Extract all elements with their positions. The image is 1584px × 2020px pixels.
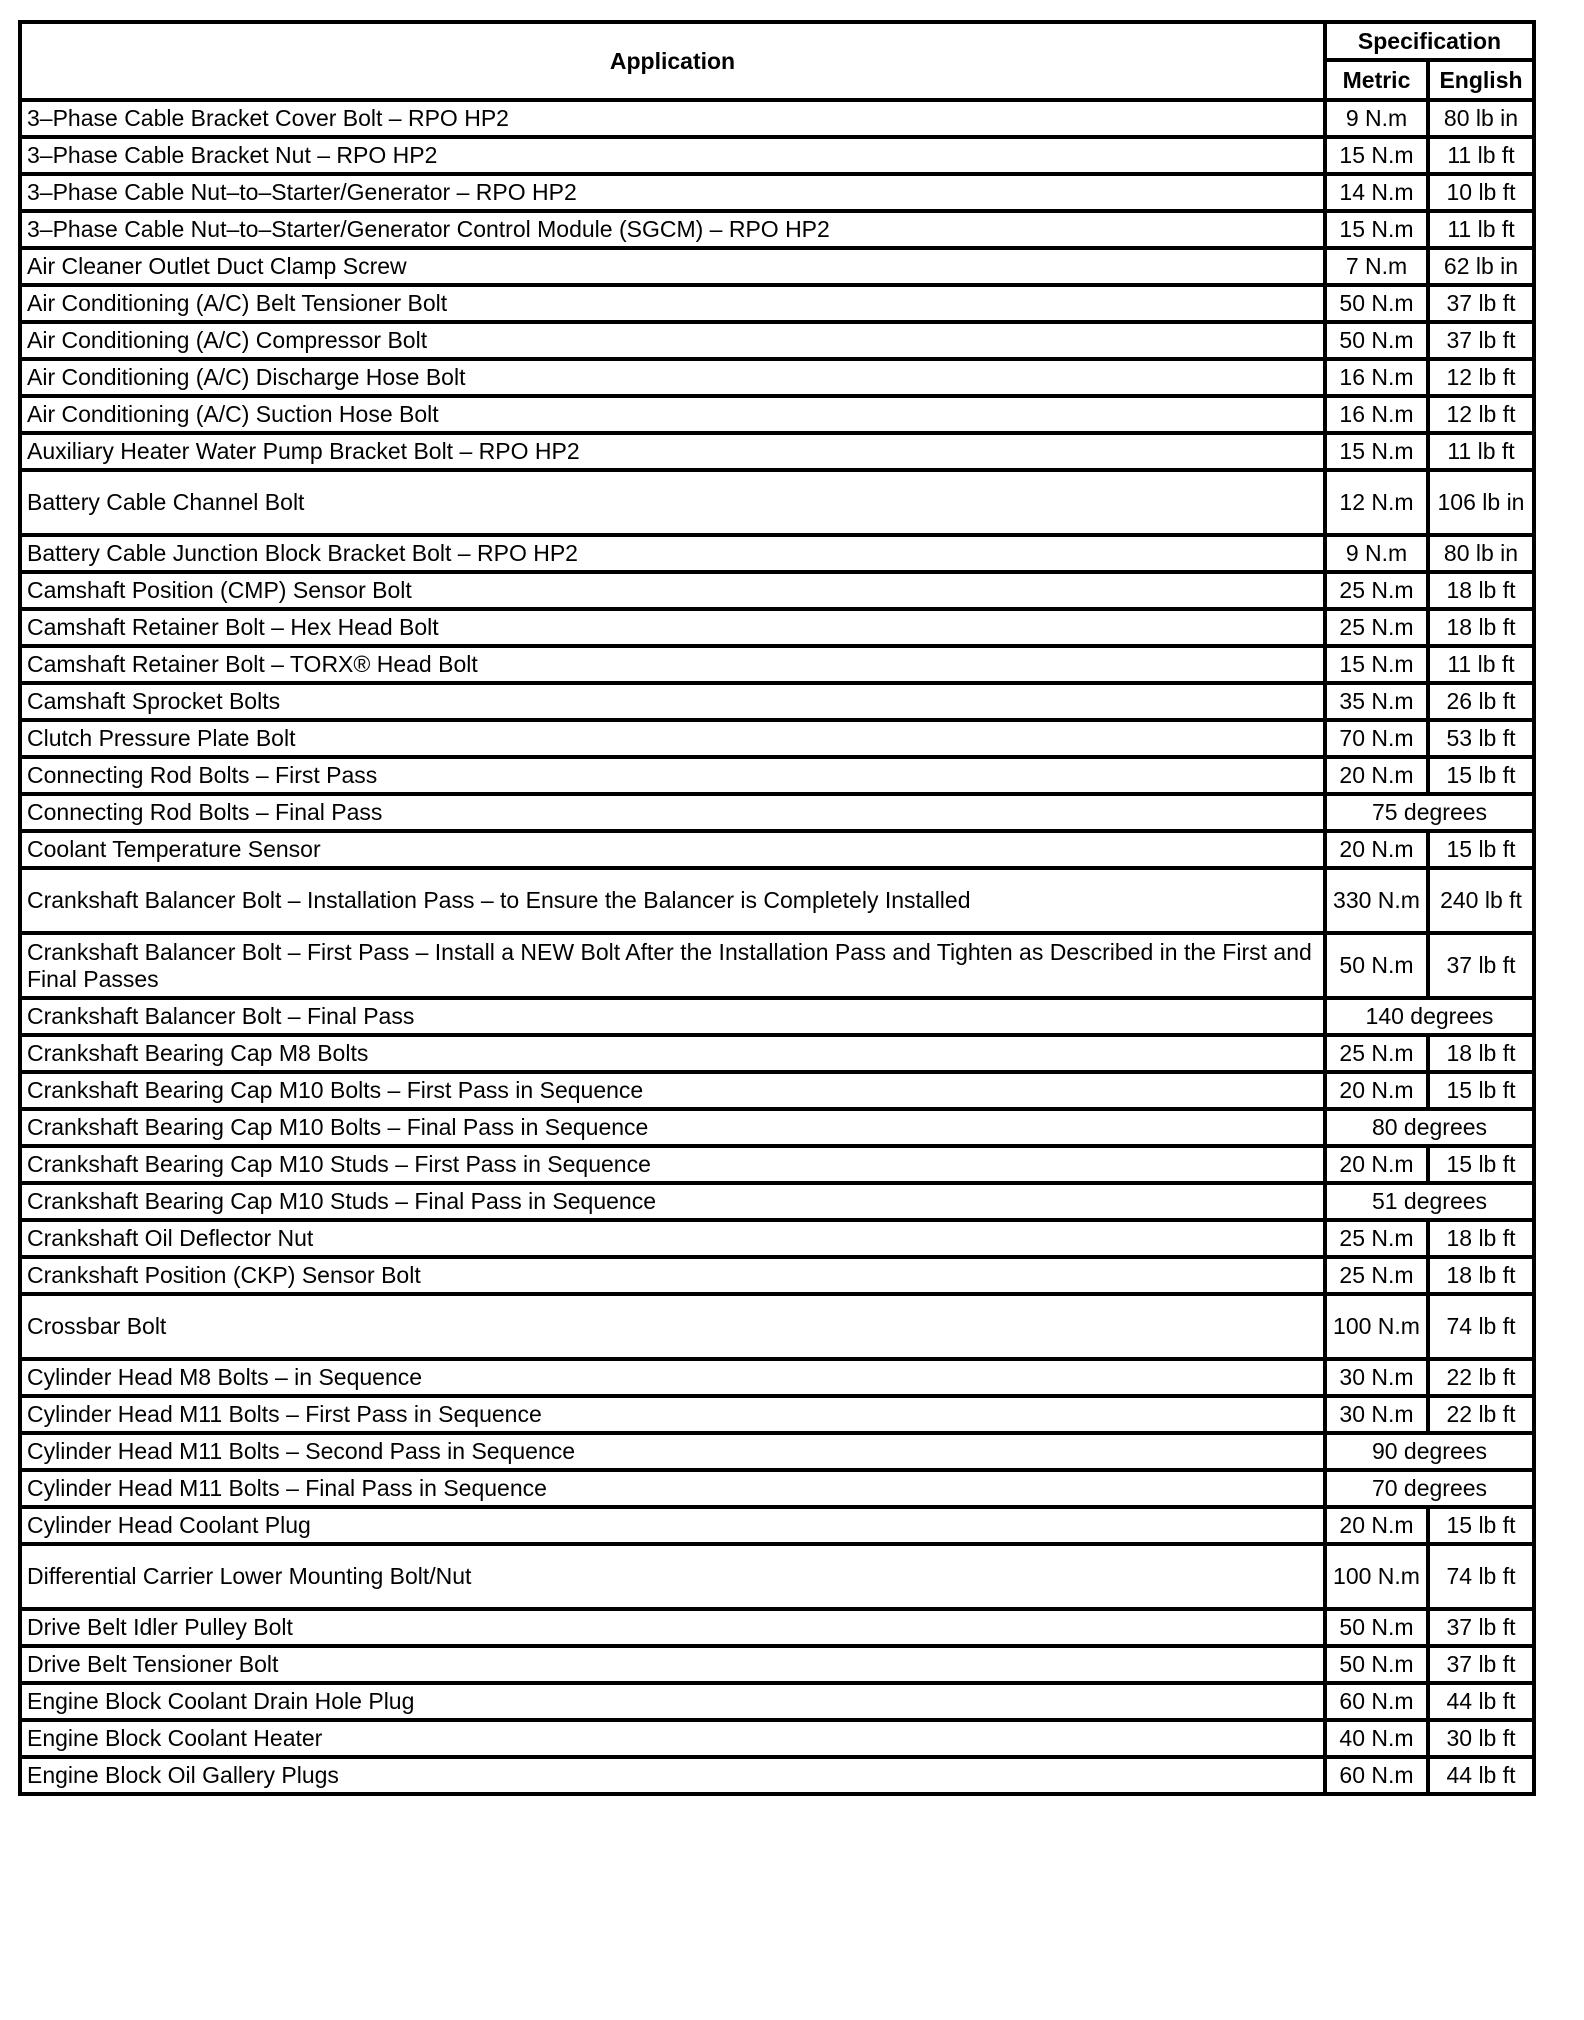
english-cell: 15 lb ft	[1428, 1072, 1534, 1109]
application-cell: Drive Belt Idler Pulley Bolt	[20, 1609, 1325, 1646]
application-cell: Connecting Rod Bolts – Final Pass	[20, 794, 1325, 831]
metric-cell: 25 N.m	[1325, 1257, 1428, 1294]
table-row	[20, 470, 1534, 535]
english-cell: 10 lb ft	[1428, 174, 1534, 211]
english-cell: 18 lb ft	[1428, 1257, 1534, 1294]
table-row	[20, 609, 1534, 646]
metric-cell: 20 N.m	[1325, 1146, 1428, 1183]
metric-cell: 50 N.m	[1325, 322, 1428, 359]
application-cell: Crankshaft Balancer Bolt – First Pass – Install a NEW Bolt After the Installation Pass and Tighten as Described in the First and Final Passes	[20, 933, 1325, 998]
table-row	[20, 1294, 1534, 1359]
english-cell: 15 lb ft	[1428, 831, 1534, 868]
metric-cell: 9 N.m	[1325, 100, 1428, 137]
metric-cell: 60 N.m	[1325, 1757, 1428, 1794]
table-row	[20, 1359, 1534, 1396]
table-row	[20, 1183, 1534, 1220]
metric-cell: 100 N.m	[1325, 1544, 1428, 1609]
table-row	[20, 1396, 1534, 1433]
metric-header: Metric	[1325, 60, 1428, 100]
english-cell: 62 lb in	[1428, 248, 1534, 285]
application-cell: 3–Phase Cable Bracket Cover Bolt – RPO HP2	[20, 100, 1325, 137]
metric-cell: 25 N.m	[1325, 1220, 1428, 1257]
table-row	[20, 1220, 1534, 1257]
application-cell: Air Conditioning (A/C) Suction Hose Bolt	[20, 396, 1325, 433]
application-cell: 3–Phase Cable Nut–to–Starter/Generator – RPO HP2	[20, 174, 1325, 211]
english-cell: 37 lb ft	[1428, 1609, 1534, 1646]
english-cell: 80 lb in	[1428, 535, 1534, 572]
application-cell: Engine Block Coolant Heater	[20, 1720, 1325, 1757]
english-cell: 18 lb ft	[1428, 609, 1534, 646]
application-cell: Camshaft Retainer Bolt – TORX® Head Bolt	[20, 646, 1325, 683]
application-header: Application	[20, 22, 1325, 100]
table-row	[20, 1757, 1534, 1794]
metric-cell: 9 N.m	[1325, 535, 1428, 572]
table-row	[20, 757, 1534, 794]
english-cell: 11 lb ft	[1428, 211, 1534, 248]
metric-cell: 25 N.m	[1325, 572, 1428, 609]
application-cell: Crankshaft Balancer Bolt – Installation Pass – to Ensure the Balancer is Completely Installed	[20, 868, 1325, 933]
table-row	[20, 1683, 1534, 1720]
english-cell: 37 lb ft	[1428, 285, 1534, 322]
application-cell: Auxiliary Heater Water Pump Bracket Bolt – RPO HP2	[20, 433, 1325, 470]
application-cell: Cylinder Head M11 Bolts – First Pass in Sequence	[20, 1396, 1325, 1433]
english-cell: 15 lb ft	[1428, 1146, 1534, 1183]
table-row	[20, 1146, 1534, 1183]
torque-specification-table	[18, 20, 1536, 1796]
metric-cell: 35 N.m	[1325, 683, 1428, 720]
table-row	[20, 572, 1534, 609]
metric-cell: 330 N.m	[1325, 868, 1428, 933]
application-cell: Clutch Pressure Plate Bolt	[20, 720, 1325, 757]
application-cell: Crankshaft Bearing Cap M10 Bolts – First Pass in Sequence	[20, 1072, 1325, 1109]
header-row-1	[20, 22, 1534, 60]
metric-cell: 25 N.m	[1325, 609, 1428, 646]
angle-spec-cell: 75 degrees	[1325, 794, 1534, 831]
metric-cell: 70 N.m	[1325, 720, 1428, 757]
table-row	[20, 396, 1534, 433]
english-cell: 15 lb ft	[1428, 1507, 1534, 1544]
table-row	[20, 248, 1534, 285]
application-cell: Cylinder Head M11 Bolts – Final Pass in Sequence	[20, 1470, 1325, 1507]
table-row	[20, 359, 1534, 396]
application-cell: Coolant Temperature Sensor	[20, 831, 1325, 868]
table-row	[20, 933, 1534, 998]
metric-cell: 25 N.m	[1325, 1035, 1428, 1072]
english-cell: 37 lb ft	[1428, 933, 1534, 998]
application-cell: Battery Cable Channel Bolt	[20, 470, 1325, 535]
english-cell: 11 lb ft	[1428, 646, 1534, 683]
table-row	[20, 1257, 1534, 1294]
english-cell: 22 lb ft	[1428, 1396, 1534, 1433]
table-row	[20, 535, 1534, 572]
table-row	[20, 1072, 1534, 1109]
application-cell: 3–Phase Cable Bracket Nut – RPO HP2	[20, 137, 1325, 174]
english-cell: 44 lb ft	[1428, 1757, 1534, 1794]
application-cell: Crankshaft Bearing Cap M10 Studs – Final Pass in Sequence	[20, 1183, 1325, 1220]
table-row	[20, 1544, 1534, 1609]
table-row	[20, 1646, 1534, 1683]
application-cell: Cylinder Head M8 Bolts – in Sequence	[20, 1359, 1325, 1396]
angle-spec-cell: 70 degrees	[1325, 1470, 1534, 1507]
english-cell: 37 lb ft	[1428, 1646, 1534, 1683]
application-cell: 3–Phase Cable Nut–to–Starter/Generator Control Module (SGCM) – RPO HP2	[20, 211, 1325, 248]
application-cell: Cylinder Head M11 Bolts – Second Pass in Sequence	[20, 1433, 1325, 1470]
application-cell: Camshaft Position (CMP) Sensor Bolt	[20, 572, 1325, 609]
metric-cell: 30 N.m	[1325, 1396, 1428, 1433]
application-cell: Camshaft Retainer Bolt – Hex Head Bolt	[20, 609, 1325, 646]
english-cell: 74 lb ft	[1428, 1544, 1534, 1609]
english-cell: 18 lb ft	[1428, 1035, 1534, 1072]
table-body	[20, 100, 1534, 1794]
metric-cell: 15 N.m	[1325, 433, 1428, 470]
table-row	[20, 100, 1534, 137]
table-row	[20, 137, 1534, 174]
english-cell: 12 lb ft	[1428, 396, 1534, 433]
metric-cell: 20 N.m	[1325, 757, 1428, 794]
english-cell: 74 lb ft	[1428, 1294, 1534, 1359]
english-cell: 106 lb in	[1428, 470, 1534, 535]
table-row	[20, 1109, 1534, 1146]
angle-spec-cell: 51 degrees	[1325, 1183, 1534, 1220]
application-cell: Crankshaft Bearing Cap M10 Bolts – Final Pass in Sequence	[20, 1109, 1325, 1146]
application-cell: Crankshaft Bearing Cap M10 Studs – First Pass in Sequence	[20, 1146, 1325, 1183]
table-row	[20, 1433, 1534, 1470]
english-cell: 12 lb ft	[1428, 359, 1534, 396]
specification-header: Specification	[1325, 22, 1534, 60]
application-cell: Engine Block Oil Gallery Plugs	[20, 1757, 1325, 1794]
english-cell: 80 lb in	[1428, 100, 1534, 137]
metric-cell: 30 N.m	[1325, 1359, 1428, 1396]
application-cell: Differential Carrier Lower Mounting Bolt/Nut	[20, 1544, 1325, 1609]
application-cell: Crankshaft Bearing Cap M8 Bolts	[20, 1035, 1325, 1072]
table-row	[20, 998, 1534, 1035]
table-row	[20, 1470, 1534, 1507]
application-cell: Cylinder Head Coolant Plug	[20, 1507, 1325, 1544]
metric-cell: 7 N.m	[1325, 248, 1428, 285]
metric-cell: 50 N.m	[1325, 285, 1428, 322]
metric-cell: 20 N.m	[1325, 831, 1428, 868]
application-cell: Engine Block Coolant Drain Hole Plug	[20, 1683, 1325, 1720]
angle-spec-cell: 140 degrees	[1325, 998, 1534, 1035]
application-cell: Connecting Rod Bolts – First Pass	[20, 757, 1325, 794]
metric-cell: 15 N.m	[1325, 137, 1428, 174]
table-row	[20, 831, 1534, 868]
table-row	[20, 211, 1534, 248]
application-cell: Air Cleaner Outlet Duct Clamp Screw	[20, 248, 1325, 285]
metric-cell: 20 N.m	[1325, 1507, 1428, 1544]
table-row	[20, 285, 1534, 322]
table-row	[20, 1609, 1534, 1646]
metric-cell: 100 N.m	[1325, 1294, 1428, 1359]
table-row	[20, 322, 1534, 359]
metric-cell: 20 N.m	[1325, 1072, 1428, 1109]
metric-cell: 60 N.m	[1325, 1683, 1428, 1720]
table-row	[20, 868, 1534, 933]
table-row	[20, 1035, 1534, 1072]
english-cell: 37 lb ft	[1428, 322, 1534, 359]
table-header	[20, 22, 1534, 100]
angle-spec-cell: 90 degrees	[1325, 1433, 1534, 1470]
metric-cell: 16 N.m	[1325, 396, 1428, 433]
metric-cell: 50 N.m	[1325, 1646, 1428, 1683]
application-cell: Camshaft Sprocket Bolts	[20, 683, 1325, 720]
application-cell: Battery Cable Junction Block Bracket Bolt – RPO HP2	[20, 535, 1325, 572]
table-row	[20, 174, 1534, 211]
application-cell: Air Conditioning (A/C) Compressor Bolt	[20, 322, 1325, 359]
english-cell: 11 lb ft	[1428, 137, 1534, 174]
english-cell: 15 lb ft	[1428, 757, 1534, 794]
english-cell: 18 lb ft	[1428, 572, 1534, 609]
application-cell: Air Conditioning (A/C) Belt Tensioner Bolt	[20, 285, 1325, 322]
english-cell: 240 lb ft	[1428, 868, 1534, 933]
english-cell: 18 lb ft	[1428, 1220, 1534, 1257]
english-cell: 26 lb ft	[1428, 683, 1534, 720]
english-cell: 53 lb ft	[1428, 720, 1534, 757]
metric-cell: 50 N.m	[1325, 933, 1428, 998]
table-row	[20, 1507, 1534, 1544]
english-header: English	[1428, 60, 1534, 100]
application-cell: Crankshaft Position (CKP) Sensor Bolt	[20, 1257, 1325, 1294]
english-cell: 22 lb ft	[1428, 1359, 1534, 1396]
english-cell: 44 lb ft	[1428, 1683, 1534, 1720]
table-row	[20, 794, 1534, 831]
english-cell: 11 lb ft	[1428, 433, 1534, 470]
table-row	[20, 720, 1534, 757]
application-cell: Crossbar Bolt	[20, 1294, 1325, 1359]
metric-cell: 40 N.m	[1325, 1720, 1428, 1757]
angle-spec-cell: 80 degrees	[1325, 1109, 1534, 1146]
english-cell: 30 lb ft	[1428, 1720, 1534, 1757]
table-row	[20, 646, 1534, 683]
metric-cell: 15 N.m	[1325, 211, 1428, 248]
application-cell: Drive Belt Tensioner Bolt	[20, 1646, 1325, 1683]
application-cell: Crankshaft Oil Deflector Nut	[20, 1220, 1325, 1257]
metric-cell: 50 N.m	[1325, 1609, 1428, 1646]
metric-cell: 12 N.m	[1325, 470, 1428, 535]
metric-cell: 16 N.m	[1325, 359, 1428, 396]
table-row	[20, 1720, 1534, 1757]
metric-cell: 15 N.m	[1325, 646, 1428, 683]
application-cell: Crankshaft Balancer Bolt – Final Pass	[20, 998, 1325, 1035]
application-cell: Air Conditioning (A/C) Discharge Hose Bolt	[20, 359, 1325, 396]
metric-cell: 14 N.m	[1325, 174, 1428, 211]
table-row	[20, 433, 1534, 470]
table-row	[20, 683, 1534, 720]
